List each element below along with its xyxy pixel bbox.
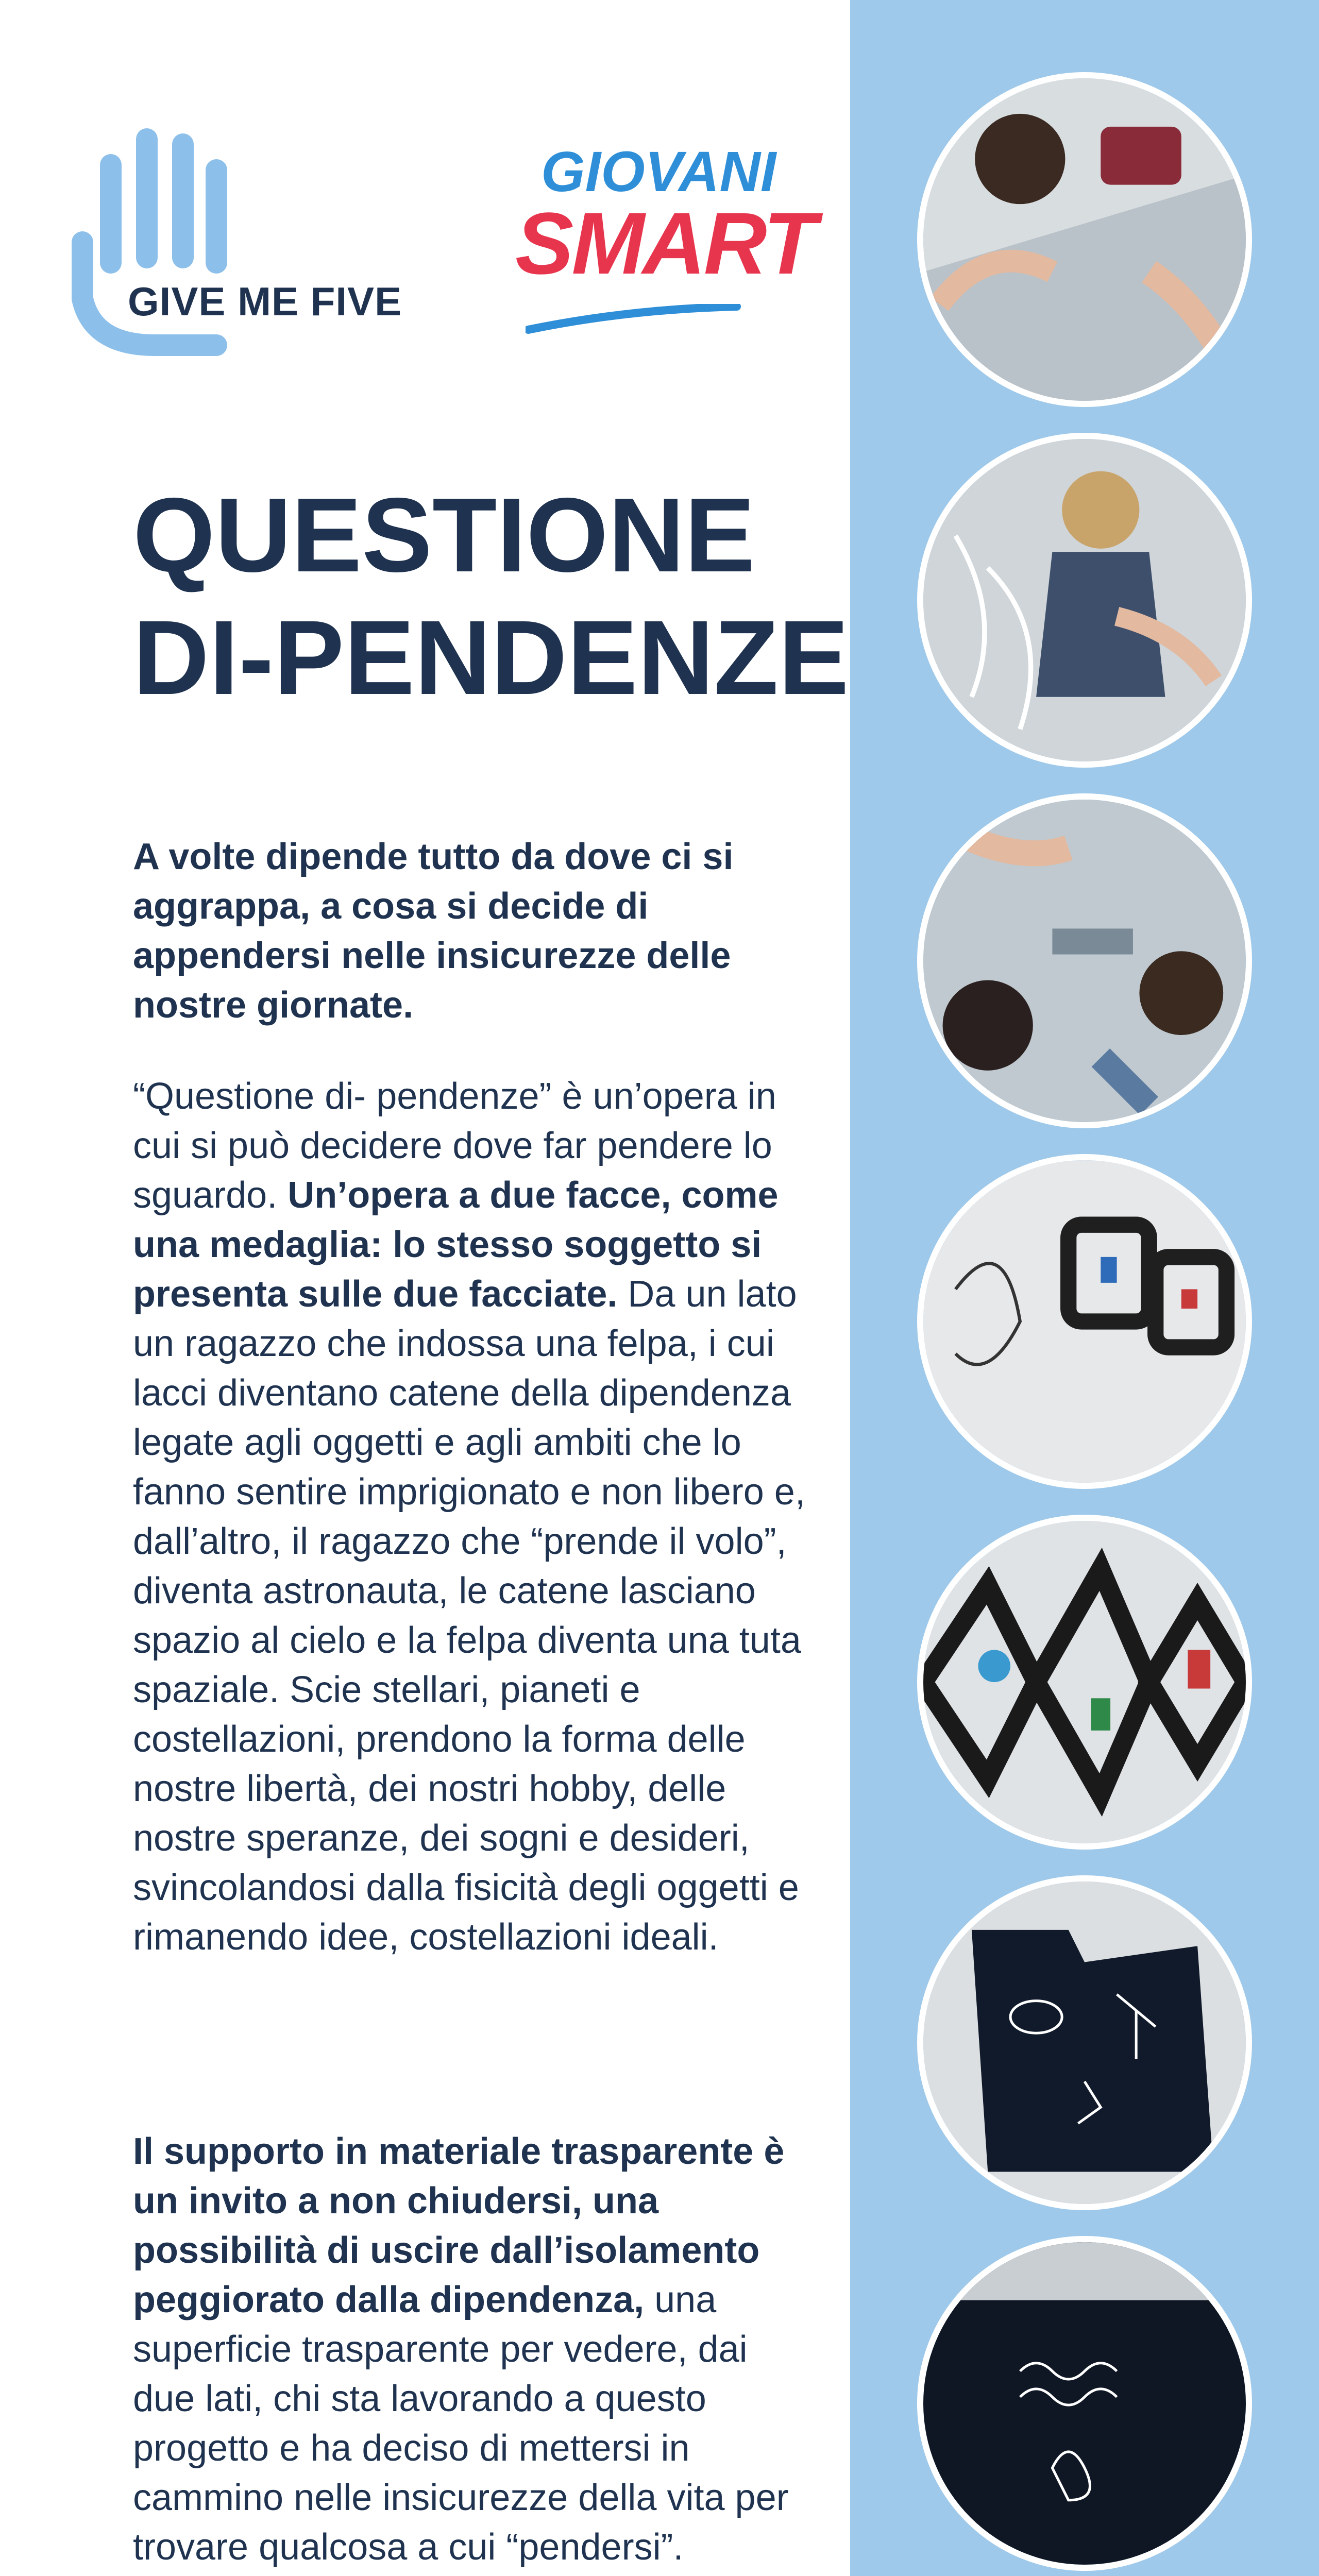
title-line-1: QUESTIONE [133, 476, 755, 594]
title-line-2: DI-PENDENZE [133, 599, 849, 717]
photo-girl-drawing [917, 433, 1252, 768]
giovani-wordmark: GIOVANI [541, 140, 776, 204]
giovani-smart-logo [515, 129, 815, 345]
p2-bold: Il supporto in materiale trasparente è un invito a non chiudersi, una possibilità di uscire dall’isolamento peggiorato dalla dipendenza, [133, 2131, 785, 2320]
photo-waves-drawing [917, 2236, 1252, 2571]
swoosh-underline [526, 304, 742, 335]
p2-rest: una superficie trasparente per vedere, dai due lati, chi sta lavorando a questo progetto e ha deciso di mettersi in cammino nelle insicurezze della vita per trovare qualcosa a cui “pendersi”. [133, 2279, 789, 2568]
photo-chain-drawing [917, 1154, 1252, 1489]
photo-space-suit [917, 1875, 1252, 2210]
photo-group-working [917, 793, 1252, 1128]
body-paragraph-1 [133, 1072, 818, 1962]
smart-wordmark: SMART [515, 195, 815, 293]
p1-bold: Un’opera a due facce, come una medaglia: lo stesso soggetto si presenta sulle due facciate. [133, 1175, 779, 1315]
give-me-five-logo [62, 108, 453, 366]
p1-rest: Da un lato un ragazzo che indossa una felpa, i cui lacci diventano catene della dipendenza legate agli oggetti e agli ambiti che lo fanno sentire imprigionato e non libero e, dall’altro, il ragazzo che “prende il volo”, diventa astronauta, le catene lasciano spazio al cielo e la felpa diventa una tuta spaziale. Scie stellari, pianeti e costellazioni, prendono la forma delle nostre libertà, dei nostri hobby, delle nostre speranze, dei sogni e desideri, svincolandosi dalla fisicità degli oggetti e rimanendo idee, costellazioni ideali. [133, 1274, 805, 1958]
photo-drawing-session [917, 72, 1252, 407]
photo-chain-objects [917, 1515, 1252, 1850]
page-title [133, 474, 849, 719]
p1-intro: “Questione di- pendenze” è un’opera in cui si può decidere dove far pendere lo sguardo. [133, 1076, 776, 1216]
body-paragraph-2 [133, 2127, 818, 2572]
give-me-five-wordmark: GIVE ME FIVE [128, 279, 402, 324]
lead-paragraph: A volte dipende tutto da dove ci si aggrappa, a cosa si decide di appendersi nelle insicurezze delle nostre giornate. [133, 836, 734, 1026]
